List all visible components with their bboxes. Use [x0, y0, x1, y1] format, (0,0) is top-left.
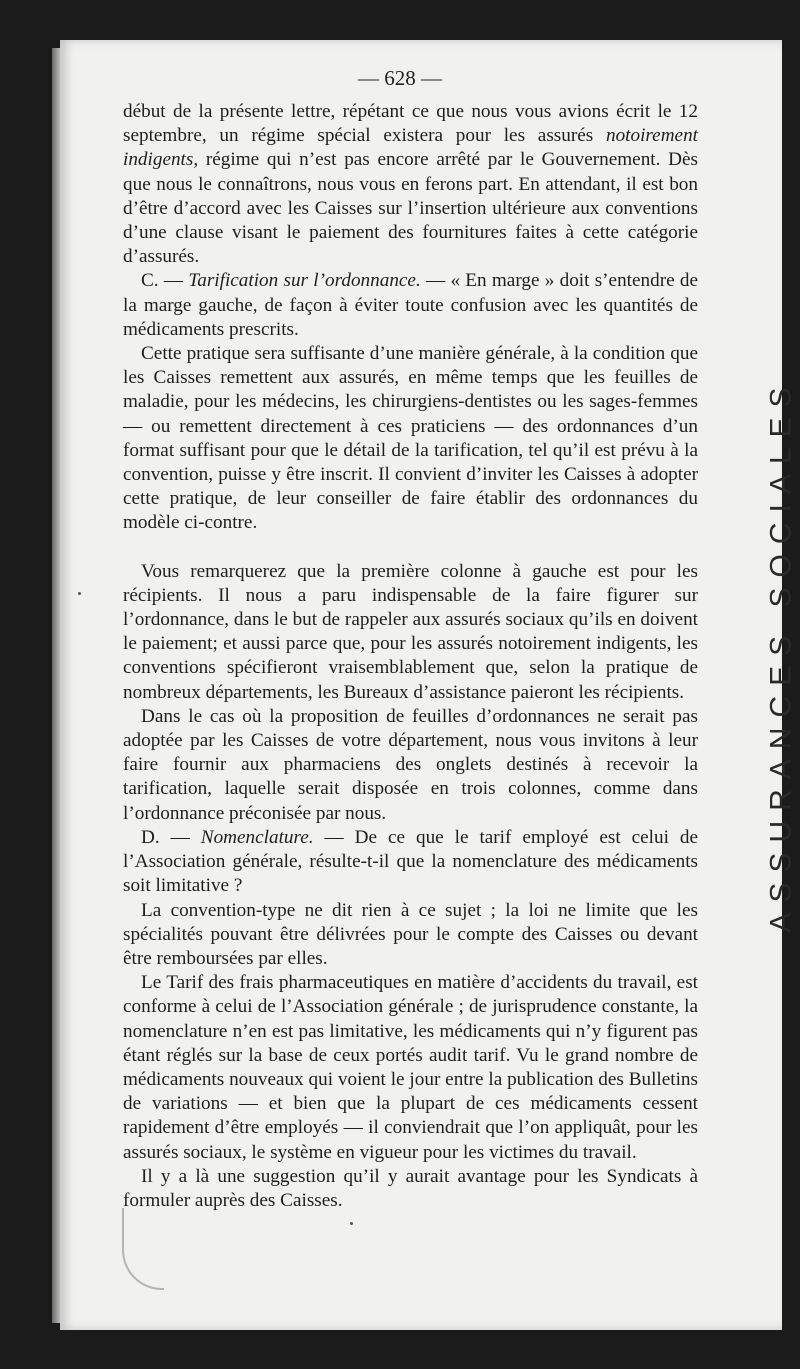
paragraph: Il y a là une suggestion qu’il y aurait avantage pour les Syndicats à formuler auprès des Caisses. [123, 1165, 698, 1211]
scan-curl [122, 1208, 164, 1290]
paragraph: Le Tarif des frais pharmaceutiques en matière d’accidents du travail, est conforme à celui de l’Association générale ; de jurisprudence constante, la nomenclature n’en est pas limitative, les médicaments qui n’y figurent pas étant réglés sur la base de ceux portés audit tarif. Vu le grand nombre de médicaments nouveaux qui voient le jour entre la publication des Bulletins de variations — et bien que la plupart de ces médicaments cessent rapidement d’être employés — il conviendrait que l’on appliquât, pour les assurés sociaux, le système en vigueur pour les victimes du travail. [123, 972, 698, 1163]
paragraph: Vous remarquerez que la première colonne à gauche est pour les récipients. Il nous a paru indispensable de la faire figurer sur l’ordonnance, dans le but de rappeler aux assurés sociaux qu’ils en doivent le paiement; et aussi parce que, pour les assurés notoirement indigents, les conventions spécifieront vraisemblablement que, selon la pratique de nombreux départements, les Bureaux d’assistance paieront les récipients. [123, 560, 698, 703]
side-banner-text: ASSURANCES SOCIALES [765, 377, 798, 933]
page-number: — 628 — [358, 66, 442, 90]
paragraph: C. — Tarification sur l’ordonnance. — « En marge » doit s’entendre de la marge gauche, de façon à éviter toute confusion avec les quantités de médicaments prescrits. [123, 270, 698, 340]
side-banner [764, 377, 800, 933]
scan-speck [78, 592, 81, 595]
scan-speck [350, 1222, 353, 1225]
paragraph: D. — Nomenclature. — De ce que le tarif employé est celui de l’Association générale, résulte-t-il que la nomenclature des médicaments soit limitative ? [123, 826, 699, 897]
paragraph: Dans le cas où la proposition de feuilles d’ordonnances ne serait pas adoptée par les Caisses de votre département, nous vous invitons à leur faire fournir aux pharmaciens des onglets destinés à recevoir la tarification, laquelle serait disposée en trois colonnes, comme dans l’ordonnance préconisée par nous. [123, 705, 698, 824]
paragraph: début de la présente lettre, répétant ce que nous vous avions écrit le 12 septembre, un régime spécial existera pour les assurés notoirement indigents, régime qui n’est pas encore arrêté par le Gouvernement. Dès que nous le connaîtrons, nous vous en ferons part. En attendant, il est bon d’être d’accord avec les Caisses sur l’insertion ultérieure aux conventions d’une clause visant le paiement des fournitures faites à cette catégorie d’assurés. [123, 101, 698, 268]
paragraph: La convention-type ne dit rien à ce sujet ; la loi ne limite que les spécialités pouvant être délivrées pour le compte des Caisses ou devant être remboursées par elles. [123, 899, 698, 969]
paragraph: Cette pratique sera suffisante d’une manière générale, à la condition que les Caisses remettent aux assurés, en même temps que les feuilles de maladie, pour les médecins, les chirurgiens-dentistes ou les sages-femmes — ou remettent directement à ces praticiens — des ordonnances d’un format suffisant pour que le détail de la tarification, tel qu’il est prévu à la convention, puisse y être inscrit. Il convient d’inviter les Caisses à adopter cette pratique, de leur conseiller de faire établir des ordonnances du modèle ci-contre. [123, 343, 698, 534]
body-text [123, 100, 698, 1213]
